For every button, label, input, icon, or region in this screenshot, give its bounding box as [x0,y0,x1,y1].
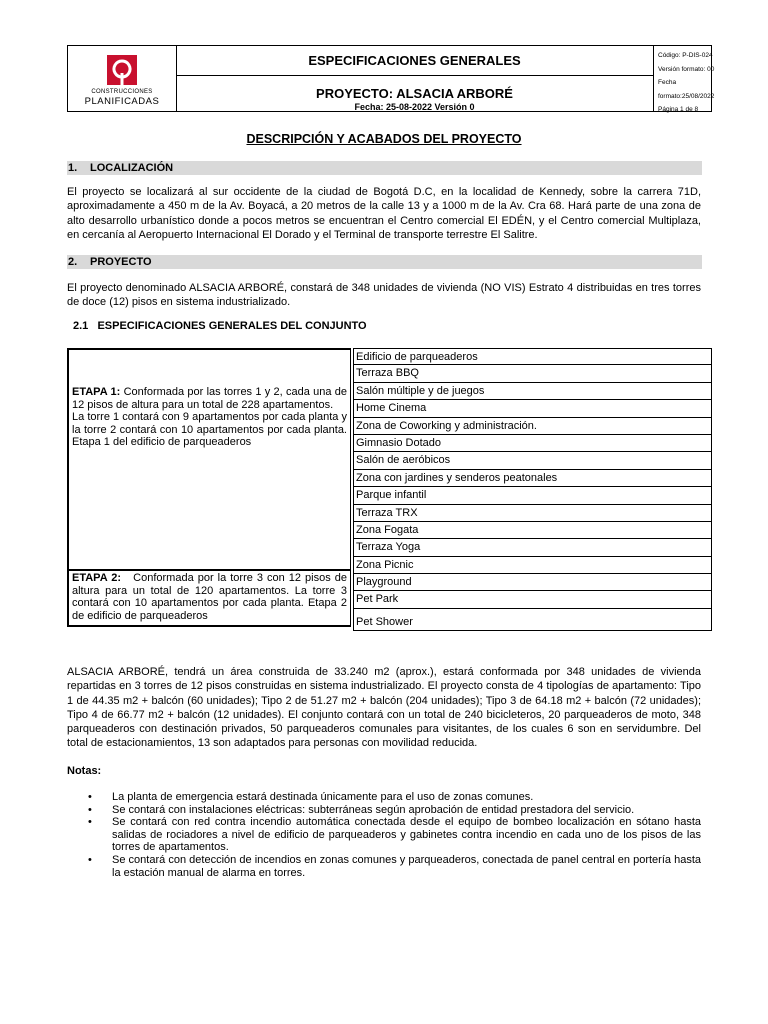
project-summary: ALSACIA ARBORÉ, tendrá un área construida de 33.240 m2 (aprox.), estará conformada por 348 unidades de vivienda repartidas en 3 torres de 12 pisos construidas en sistema industrializado. El proyecto consta de 4 tipologías de apartamento: Tipo 1 de 44.35 m2 + balcón (60 unidades); Tipo 2 de 51.27 m2 + balcón (204 unidades); Tipo 3 de 64.18 m2 + balcón (72 unidades); Tipo 4 de 66.77 m2 + balcón (12 unidades). El conjunto contará con un total de 240 bicicleteros, 20 parqueaderos de moto, 348 parqueaderos con destinación privados, 50 parqueaderos comunales para visitantes, de los cuales 6 son en servidumbre. Del total de estacionamientos, 13 son adaptados para personas con movilidad reducida. [67,666,701,750]
document-date: Fecha: 25-08-2022 Versión 0 [354,102,475,112]
logo-text-bottom: PLANIFICADAS [84,96,160,107]
document-meta [654,49,716,117]
section-heading-localizacion [67,161,702,175]
logo-icon [107,55,137,85]
logo-text-top: CONSTRUCCIONES [91,89,153,95]
project-name: PROYECTO: ALSACIA ARBORÉ [316,86,513,101]
amenities-list [353,348,712,631]
header-title: ESPECIFICACIONES GENERALES [176,46,653,76]
section-heading-proyecto [67,255,702,269]
bullet: • [88,816,92,829]
table-row: Terraza TRX [353,505,712,522]
table-row: Pet Park [353,591,712,608]
format-version: Versión formato: 00 [658,65,715,73]
table-row: Salón de aeróbicos [353,452,712,469]
table-row: Zona Fogata [353,522,712,539]
list-item: • Se contará con detección de incendios en zonas comunes y parqueaderos, conectada de panel central en portería hasta la estación manual de alarma en torres. [88,853,701,879]
section-2-text: El proyecto denominado ALSACIA ARBORÉ, constará de 348 unidades de vivienda (NO VIS) Estrato 4 distribuidas en tres torres de doce (12) pisos en sistema industrializado. [67,282,701,309]
format-date: Fecha formato:25/08/2022 [658,79,715,100]
list-item: • La planta de emergencia estará destinada únicamente para el uso de zonas comunes. [88,791,534,803]
table-row: Home Cinema [353,400,712,417]
bullet: • [88,853,92,866]
header-project-block [176,86,653,121]
stage-1-cell [67,348,351,570]
document-title: DESCRIPCIÓN Y ACABADOS DEL PROYECTO [246,132,522,146]
section-number: 2. [68,256,78,268]
logo [68,46,177,111]
header-titles [176,46,654,111]
table-row: Edificio de parqueaderos [353,348,712,365]
table-row: Terraza BBQ [353,365,712,382]
list-item: • Se contará con instalaciones eléctricas: subterráneas según aprobación de entidad prestadora del servicio. [88,803,635,816]
table-row: Playground [353,574,712,591]
stage-1-label: ETAPA 1: [72,386,121,398]
subsection-heading: 2.1 ESPECIFICACIONES GENERALES DEL CONJUNTO [73,320,367,332]
list-item: • Se contará con red contra incendio automática conectada desde el equipo de bombeo localización en sótano hasta salidas de rociadores a nivel de edificio de parqueaderos y gabinetes contra incendio en cada uno de los pisos de las torres de apartamentos. [88,816,701,854]
stage-2-cell [67,570,351,627]
table-row: Gimnasio Dotado [353,435,712,452]
section-1-text: El proyecto se localizará al sur occidente de la ciudad de Bogotá D.C, en la localidad de Kennedy, sobre la carrera 71D, aproximadamente a 450 m de la Av. Boyacá, a 20 metros de la calle 13 y a 1000 m de la Av. Cra 68. Hará parte de una zona de alto desarrollo urbanístico donde a pocos metros se encuentran el Centro comercial El EDÉN, y el Centro comercial Multiplaza, en cercanía al Aeropuerto Internacional El Dorado y el Terminal de transporte terrestre El Salitre. [67,186,701,241]
table-row: Zona con jardines y senderos peatonales [353,470,712,487]
table-row: Zona de Coworking y administración. [353,418,712,435]
stage-2-label: ETAPA 2: [72,572,122,584]
section-title: LOCALIZACIÓN [90,162,174,174]
table-row: Pet Shower [353,609,712,631]
table-row: Zona Picnic [353,557,712,574]
header-table [67,45,715,113]
section-title: PROYECTO [90,256,152,268]
table-row: Salón múltiple y de juegos [353,383,712,400]
stage-1-description-2: La torre 1 contará con 9 apartamentos por cada planta y la torre 2 contará con 10 apartamentos por cada planta. Etapa 1 del edificio de parqueaderos [72,411,347,449]
section-number: 1. [68,162,78,174]
bullet: • [88,803,92,816]
notes-heading: Notas: [67,765,102,777]
table-row: Terraza Yoga [353,539,712,556]
stage-1-description: ETAPA 1: Conformada por las torres 1 y 2, cada una de 12 pisos de altura para un total de 228 apartamentos. [72,386,348,411]
bullet: • [88,791,92,803]
stage-2-description: ETAPA 2: Conformada por la torre 3 con 12 pisos de altura para un total de 120 apartamentos. La torre 3 contará con 10 apartamentos por cada planta. Etapa 2 de edificio de parqueaderos [72,572,351,622]
table-row: Parque infantil [353,487,712,504]
page-number: Página 1 de 8 [658,106,699,113]
document-code: Código: P-DIS-024 [658,52,713,59]
notes-list [88,791,701,879]
